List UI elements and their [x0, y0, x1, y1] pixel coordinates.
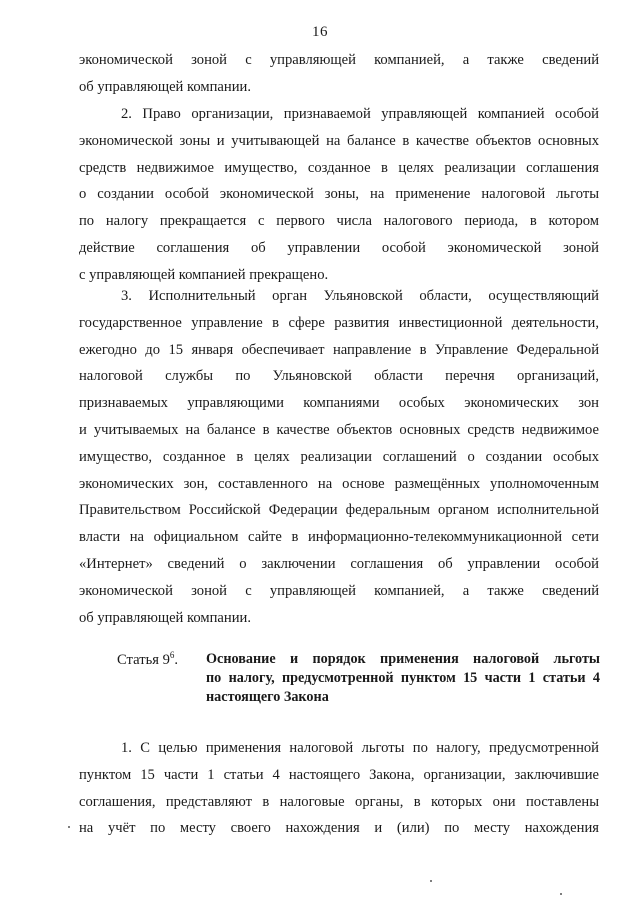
text-line: средств недвижимое имущество, созданное в целях реализации соглашения	[79, 159, 599, 176]
paragraph-continued	[79, 47, 599, 101]
text-line: 3. Исполнительный орган Ульяновской области, осуществляющий	[121, 288, 599, 304]
text-line: налоговой службы по Ульяновской области перечня организаций,	[79, 368, 599, 385]
text-line: 1. С целью применения налоговой льготы по налогу, предусмотренной	[121, 740, 599, 756]
text-line: власти на официальном сайте в информационно-телекоммуникационной сети	[79, 529, 599, 546]
text-line: экономической зоной с управляющей компанией, а также сведений	[79, 582, 599, 599]
article-title	[206, 650, 600, 707]
text-line: ежегодно до 15 января обеспечивает направление в Управление Федеральной	[79, 341, 599, 358]
scan-speck	[430, 880, 432, 882]
article-title-line: по налогу, предусмотренной пунктом 15 части 1 статьи 4	[206, 670, 600, 686]
scan-speck	[560, 893, 562, 895]
text-line: о создании особой экономической зоны, на применение налоговой льготы	[79, 186, 599, 203]
article-title-line: настоящего Закона	[206, 689, 329, 705]
scan-speck	[68, 826, 70, 828]
paragraph-4	[79, 735, 599, 842]
text-line: об управляющей компании.	[79, 78, 251, 95]
text-line: признаваемых управляющими компаниями особых экономических зон	[79, 395, 599, 412]
paragraph-2	[79, 101, 599, 289]
text-line: 2. Право организации, признаваемой управляющей компанией особой	[121, 106, 599, 122]
text-line: экономической зоны и учитывающей на балансе в качестве объектов основных	[79, 132, 599, 149]
text-line: «Интернет» сведений о заключении соглашения об управлении особой	[79, 555, 599, 572]
article-label-text: Статья 9	[117, 652, 170, 668]
article-title-line: Основание и порядок применения налоговой льготы	[206, 651, 600, 667]
text-line: экономической зоной с управляющей компанией, а также сведений	[79, 52, 599, 68]
page-number: 16	[312, 24, 328, 40]
article-label	[117, 650, 178, 669]
text-line: по налогу прекращается с первого числа налогового периода, в котором	[79, 213, 599, 230]
text-line: и учитываемых на балансе в качестве объектов основных средств недвижимое	[79, 421, 599, 438]
article-label-superscript: 6	[169, 650, 175, 660]
text-line: соглашения, представляют в налоговые органы, в которых они поставлены	[79, 793, 599, 810]
article-label-dot: .	[174, 652, 179, 668]
text-line: государственное управление в сфере развития инвестиционной деятельности,	[79, 314, 599, 331]
text-line: имущество, созданное в целях реализации соглашений о создании особых	[79, 448, 599, 465]
text-line: пунктом 15 части 1 статьи 4 настоящего Закона, организации, заключившие	[79, 766, 599, 783]
text-line: действие соглашения об управлении особой экономической зоной	[79, 239, 599, 256]
text-line: экономических зон, составленного на основе размещённых уполномоченным	[79, 475, 599, 492]
paragraph-3	[79, 283, 599, 631]
text-line: об управляющей компании.	[79, 609, 251, 626]
text-line: с управляющей компанией прекращено.	[79, 266, 329, 283]
text-line: Правительством Российской Федерации федеральным органом исполнительной	[79, 502, 599, 519]
text-line: на учёт по месту своего нахождения и (или) по месту нахождения	[79, 820, 599, 837]
